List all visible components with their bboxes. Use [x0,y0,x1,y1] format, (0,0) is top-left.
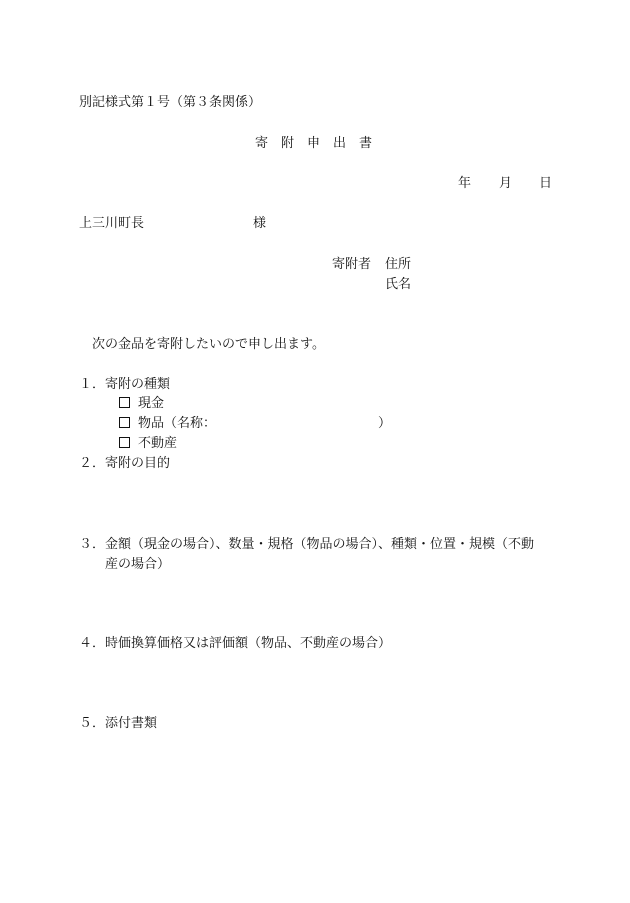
section-label: 時価換算価格又は評価額（物品、不動産の場合） [105,636,392,651]
type-option-real-estate[interactable] [119,437,177,450]
intro-text: 次の金品を寄附したいので申し出ます。 [92,337,325,352]
addressee-name: 上三川町長 [79,216,145,231]
section-number: ４． [79,636,106,651]
goods-name-close: ） [378,416,392,431]
section-1 [79,378,170,391]
section-3 [79,538,534,551]
section-label: 添付書類 [105,716,158,731]
section-number: ２． [79,456,106,471]
donor-name-label: 氏名 [385,277,412,292]
page-title: 寄 附 申 出 書 [255,136,373,151]
donor-address-label: 住所 [385,257,412,272]
section-label: 金額（現金の場合）、数量・規格（物品の場合）、種類・位置・規模（不動 [105,537,535,552]
section-number: １． [79,377,106,392]
type-option-goods[interactable] [119,417,216,430]
checkbox-real-estate[interactable] [119,437,130,448]
checkbox-goods[interactable] [119,417,130,428]
section-label: 寄附の種類 [105,377,171,392]
type-label-cash: 現金 [138,396,165,411]
type-label-real-estate: 不動産 [138,436,178,451]
section-label: 寄附の目的 [105,456,171,471]
form-number: 別記様式第１号（第３条関係） [79,95,262,110]
section-number: ５． [79,716,106,731]
checkbox-cash[interactable] [119,397,130,408]
type-label-goods: 物品（名称： [138,416,217,431]
section-number: ３． [79,537,106,552]
section-5 [79,717,157,730]
section-3-continued: 産の場合） [105,557,171,572]
addressee-honorific: 様 [253,216,267,231]
date-month-label: 月 [499,176,513,191]
donor-label: 寄附者 [332,257,372,272]
date-year-label: 年 [458,176,472,191]
date-day-label: 日 [539,176,553,191]
section-2 [79,457,170,470]
type-option-cash[interactable] [119,397,164,410]
section-4 [79,637,391,650]
